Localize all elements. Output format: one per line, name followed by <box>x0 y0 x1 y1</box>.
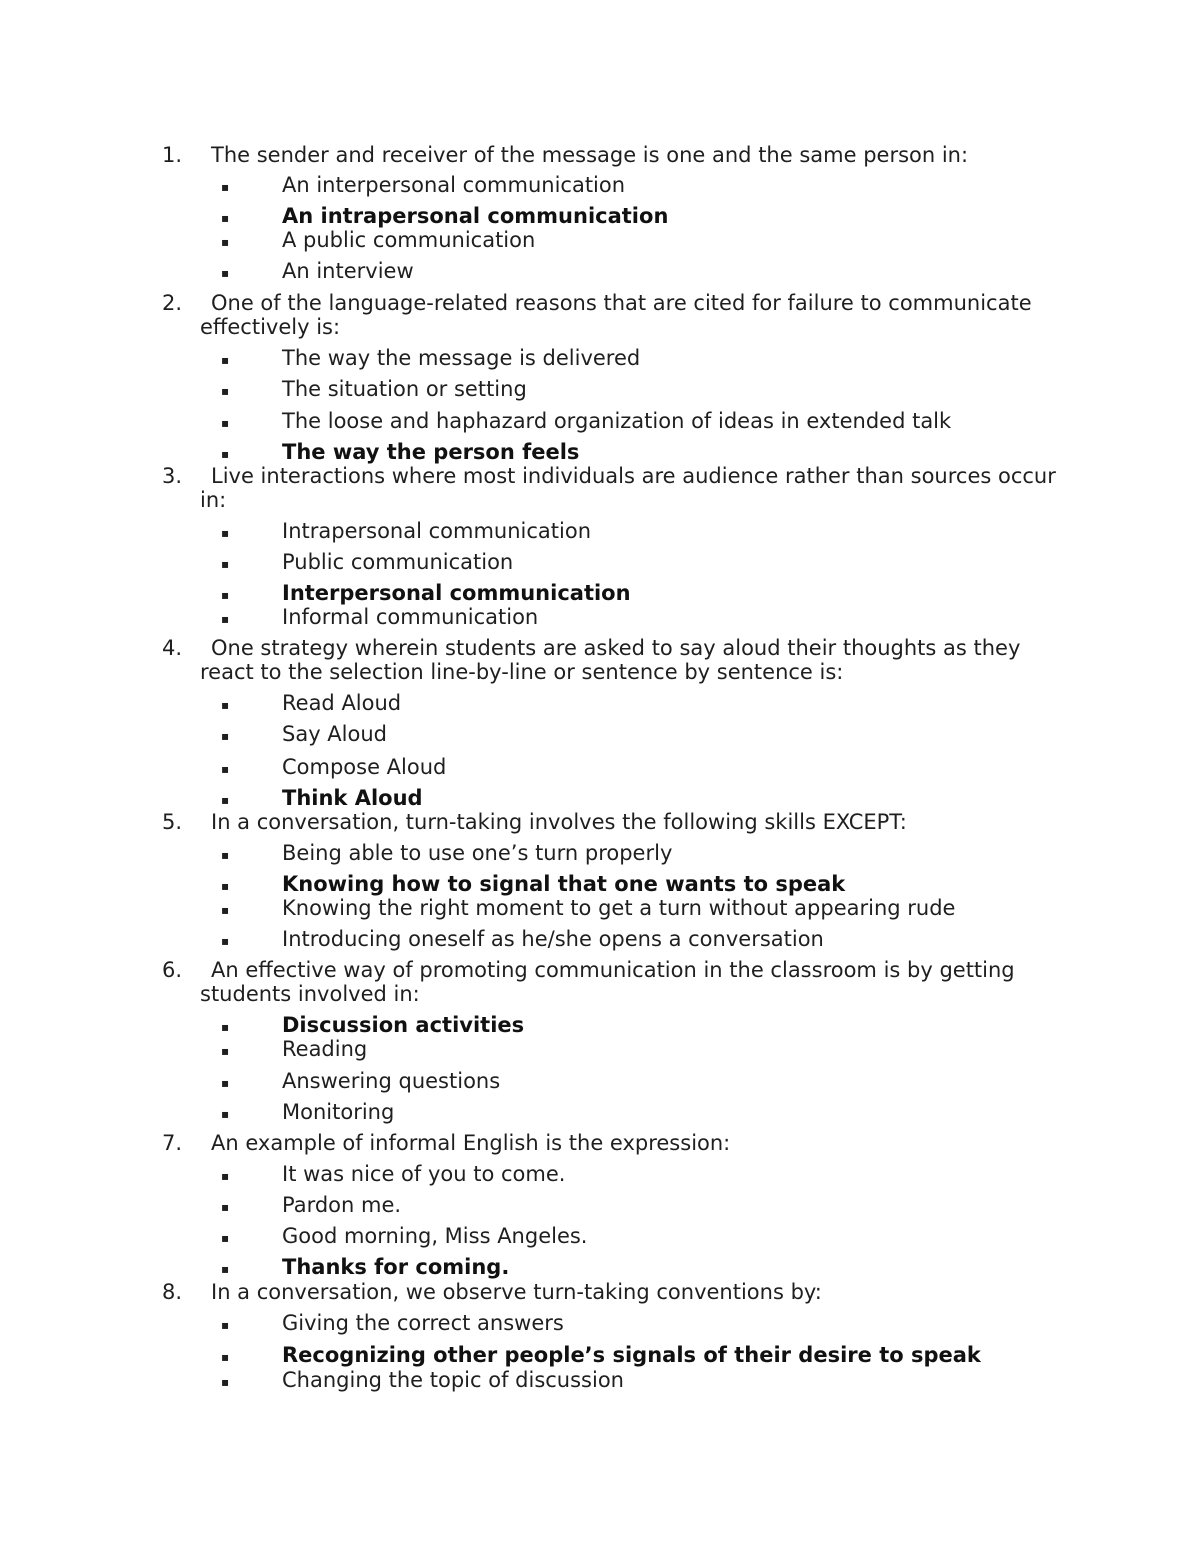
correct-answer-option: Recognizing other people’s signals of their desire to speak <box>282 1343 981 1367</box>
bullet-icon: ▪ <box>221 416 230 430</box>
bullet-icon: ▪ <box>221 1020 230 1034</box>
answer-option: Being able to use one’s turn properly <box>282 841 673 865</box>
question-text: In a conversation, we observe turn-taking conventions by: <box>211 1280 822 1304</box>
bullet-icon: ▪ <box>221 1318 230 1332</box>
answer-option: A public communication <box>282 228 536 252</box>
question-text: An effective way of promoting communication in the classroom is by getting <box>211 958 1015 982</box>
question-text: Live interactions where most individuals are audience rather than sources occur <box>211 464 1056 488</box>
bullet-icon: ▪ <box>221 1169 230 1183</box>
bullet-icon: ▪ <box>221 557 230 571</box>
bullet-icon: ▪ <box>221 588 230 602</box>
answer-option: Public communication <box>282 550 514 574</box>
bullet-icon: ▪ <box>221 1375 230 1389</box>
bullet-icon: ▪ <box>221 848 230 862</box>
answer-option: The loose and haphazard organization of ideas in extended talk <box>282 409 952 433</box>
answer-option: The situation or setting <box>282 377 527 401</box>
answer-option: Intrapersonal communication <box>282 519 592 543</box>
answer-option: An interview <box>282 259 414 283</box>
bullet-icon: ▪ <box>221 1350 230 1364</box>
correct-answer-option: An intrapersonal communication <box>282 204 669 228</box>
answer-option: The way the message is delivered <box>282 346 641 370</box>
bullet-icon: ▪ <box>221 934 230 948</box>
question-number: 7. <box>162 1131 183 1155</box>
answer-option: Giving the correct answers <box>282 1311 564 1335</box>
answer-option: Say Aloud <box>282 722 387 746</box>
question-text-continued: in: <box>200 488 227 512</box>
correct-answer-option: The way the person feels <box>282 440 580 464</box>
correct-answer-option: Thanks for coming. <box>282 1255 510 1279</box>
question-text: In a conversation, turn-taking involves the following skills EXCEPT: <box>211 810 907 834</box>
bullet-icon: ▪ <box>221 384 230 398</box>
bullet-icon: ▪ <box>221 879 230 893</box>
question-text-continued: students involved in: <box>200 982 420 1006</box>
question-text: One strategy wherein students are asked to say aloud their thoughts as they <box>211 636 1021 660</box>
bullet-icon: ▪ <box>221 729 230 743</box>
question-text: One of the language-related reasons that are cited for failure to communicate <box>211 291 1032 315</box>
bullet-icon: ▪ <box>221 762 230 776</box>
bullet-icon: ▪ <box>221 1107 230 1121</box>
correct-answer-option: Interpersonal communication <box>282 581 631 605</box>
bullet-icon: ▪ <box>221 1262 230 1276</box>
answer-option: Introducing oneself as he/she opens a conversation <box>282 927 824 951</box>
question-number: 5. <box>162 810 183 834</box>
bullet-icon: ▪ <box>221 266 230 280</box>
answer-option: Reading <box>282 1037 368 1061</box>
answer-option: It was nice of you to come. <box>282 1162 566 1186</box>
correct-answer-option: Knowing how to signal that one wants to speak <box>282 872 846 896</box>
bullet-icon: ▪ <box>221 180 230 194</box>
question-number: 6. <box>162 958 183 982</box>
correct-answer-option: Discussion activities <box>282 1013 525 1037</box>
answer-option: Knowing the right moment to get a turn without appearing rude <box>282 896 956 920</box>
bullet-icon: ▪ <box>221 353 230 367</box>
answer-option: Compose Aloud <box>282 755 447 779</box>
bullet-icon: ▪ <box>221 235 230 249</box>
answer-option: Good morning, Miss Angeles. <box>282 1224 588 1248</box>
question-number: 3. <box>162 464 183 488</box>
question-number: 1. <box>162 143 183 167</box>
correct-answer-option: Think Aloud <box>282 786 423 810</box>
bullet-icon: ▪ <box>221 526 230 540</box>
answer-option: Changing the topic of discussion <box>282 1368 624 1392</box>
bullet-icon: ▪ <box>221 698 230 712</box>
answer-option: Pardon me. <box>282 1193 402 1217</box>
bullet-icon: ▪ <box>221 447 230 461</box>
question-text-continued: effectively is: <box>200 315 341 339</box>
question-number: 4. <box>162 636 183 660</box>
bullet-icon: ▪ <box>221 793 230 807</box>
question-number: 8. <box>162 1280 183 1304</box>
answer-option: Monitoring <box>282 1100 395 1124</box>
bullet-icon: ▪ <box>221 1231 230 1245</box>
bullet-icon: ▪ <box>221 903 230 917</box>
question-text-continued: react to the selection line-by-line or sentence by sentence is: <box>200 660 844 684</box>
answer-option: Read Aloud <box>282 691 402 715</box>
question-number: 2. <box>162 291 183 315</box>
bullet-icon: ▪ <box>221 211 230 225</box>
bullet-icon: ▪ <box>221 1044 230 1058</box>
bullet-icon: ▪ <box>221 1200 230 1214</box>
answer-option: An interpersonal communication <box>282 173 626 197</box>
answer-option: Answering questions <box>282 1069 501 1093</box>
question-text: An example of informal English is the expression: <box>211 1131 731 1155</box>
bullet-icon: ▪ <box>221 1076 230 1090</box>
bullet-icon: ▪ <box>221 612 230 626</box>
answer-option: Informal communication <box>282 605 539 629</box>
question-text: The sender and receiver of the message is one and the same person in: <box>211 143 969 167</box>
